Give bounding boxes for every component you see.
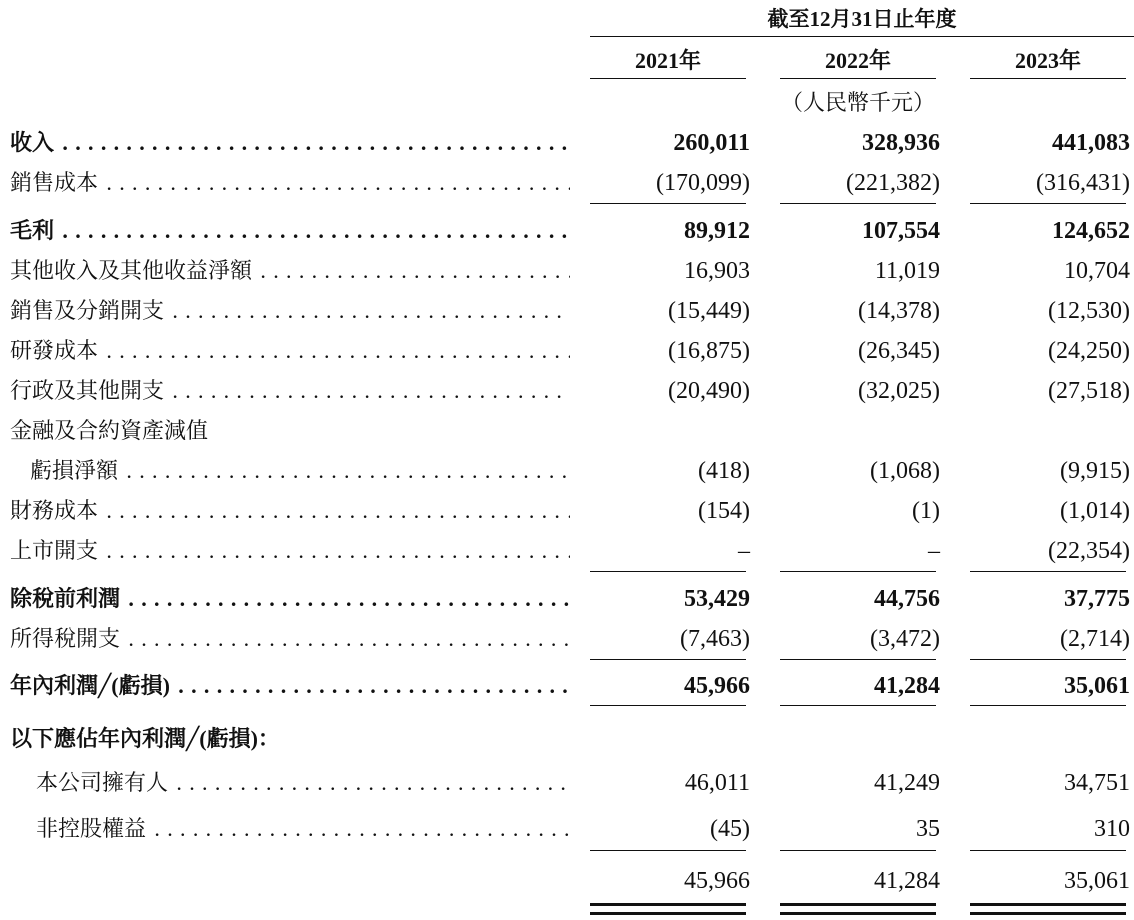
cell-profit-for-year-2021: 45,966 [684,673,750,699]
cell-gross-profit-2022: 107,554 [862,218,940,244]
row-label-revenue: 收入 . . . [10,128,570,158]
year-underline [970,78,1126,79]
cell-admin-expenses-2023: (27,518) [1048,378,1130,404]
cell-finance-costs-2023: (1,014) [1060,498,1130,524]
row-label-attributable-heading: 以下應佔年內利潤╱(虧損)： [10,726,280,751]
cell-finance-costs-2022: (1) [912,498,940,524]
cell-owners-2021: 46,011 [684,770,750,796]
cell-income-tax-2021: (7,463) [680,626,750,652]
currency-unit: （人民幣千元） [780,90,935,115]
cell-total-2022: 41,284 [874,868,940,894]
year-header-2021: 2021年 [634,48,701,73]
cell-selling-expenses-2023: (12,530) [1048,298,1130,324]
total-double-rule [780,903,936,915]
cell-income-tax-2023: (2,714) [1060,626,1130,652]
cell-rnd-costs-2023: (24,250) [1048,338,1130,364]
cell-total-2023: 35,061 [1064,868,1130,894]
cell-profit-before-tax-2021: 53,429 [684,586,750,612]
subtotal-rule [780,659,936,660]
year-underline [780,78,936,79]
row-label-owners: 本公司擁有人 . . . [36,768,570,798]
cell-revenue-2022: 328,936 [862,130,940,156]
row-label-selling-expenses: 銷售及分銷開支 . . . [10,296,570,326]
subtotal-rule [970,659,1126,660]
cell-listing-expenses-2022: – [928,538,940,564]
cell-listing-expenses-2023: (22,354) [1048,538,1130,564]
group-title-underline [590,36,1134,37]
cell-impairment-2023: (9,915) [1060,458,1130,484]
cell-impairment-2021: (418) [698,458,750,484]
row-label-rnd-costs: 研發成本 . . . [10,336,570,366]
subtotal-rule [780,850,936,851]
row-label-profit-before-tax: 除稅前利潤 . . . [10,584,570,614]
subtotal-rule [970,571,1126,572]
subtotal-rule [970,705,1126,706]
cell-rnd-costs-2022: (26,345) [858,338,940,364]
row-label-impairment-heading: 金融及合約資產減值 [10,418,209,443]
cell-non-controlling-2022: 35 [916,816,940,842]
cell-profit-for-year-2023: 35,061 [1064,673,1130,699]
cell-cost-of-sales-2021: (170,099) [656,170,750,196]
cell-rnd-costs-2021: (16,875) [668,338,750,364]
cell-total-2021: 45,966 [684,868,750,894]
cell-other-income-2022: 11,019 [874,258,940,284]
cell-gross-profit-2023: 124,652 [1052,218,1130,244]
cell-cost-of-sales-2023: (316,431) [1036,170,1130,196]
cell-cost-of-sales-2022: (221,382) [846,170,940,196]
row-label-non-controlling: 非控股權益 . . . [36,814,570,844]
row-label-profit-for-year: 年內利潤╱(虧損) . . . [10,671,570,701]
cell-finance-costs-2021: (154) [698,498,750,524]
total-double-rule [590,903,746,915]
column-group-title: 截至12月31日止年度 [767,7,957,31]
cell-profit-before-tax-2023: 37,775 [1064,586,1130,612]
subtotal-rule [590,203,746,204]
year-underline [590,78,746,79]
cell-profit-for-year-2022: 41,284 [874,673,940,699]
cell-revenue-2023: 441,083 [1052,130,1130,156]
subtotal-rule [780,571,936,572]
cell-other-income-2021: 16,903 [684,258,750,284]
row-label-gross-profit: 毛利 . . . [10,216,570,246]
subtotal-rule [780,203,936,204]
cell-other-income-2023: 10,704 [1064,258,1130,284]
row-label-income-tax: 所得稅開支 . . . [10,624,570,654]
cell-listing-expenses-2021: – [738,538,750,564]
cell-admin-expenses-2021: (20,490) [668,378,750,404]
row-label-impairment-net: 虧損淨額 . . . [30,456,570,486]
row-label-finance-costs: 財務成本 . . . [10,496,570,526]
cell-owners-2022: 41,249 [874,770,940,796]
cell-selling-expenses-2022: (14,378) [858,298,940,324]
year-header-2022: 2022年 [824,48,891,73]
cell-income-tax-2022: (3,472) [870,626,940,652]
subtotal-rule [590,705,746,706]
subtotal-rule [970,850,1126,851]
row-label-admin-expenses: 行政及其他開支 . . . [10,376,570,406]
subtotal-rule [590,659,746,660]
cell-profit-before-tax-2022: 44,756 [874,586,940,612]
cell-admin-expenses-2022: (32,025) [858,378,940,404]
cell-revenue-2021: 260,011 [673,130,750,156]
cell-non-controlling-2023: 310 [1094,816,1130,842]
subtotal-rule [590,850,746,851]
cell-non-controlling-2021: (45) [710,816,750,842]
subtotal-rule [780,705,936,706]
subtotal-rule [970,203,1126,204]
row-label-other-income: 其他收入及其他收益淨額 . . . [10,256,570,286]
row-label-cost-of-sales: 銷售成本 . . . [10,168,570,198]
cell-gross-profit-2021: 89,912 [684,218,750,244]
cell-owners-2023: 34,751 [1064,770,1130,796]
cell-impairment-2022: (1,068) [870,458,940,484]
cell-selling-expenses-2021: (15,449) [668,298,750,324]
row-label-listing-expenses: 上市開支 . . . [10,536,570,566]
year-header-2023: 2023年 [1014,48,1081,73]
total-double-rule [970,903,1126,915]
subtotal-rule [590,571,746,572]
